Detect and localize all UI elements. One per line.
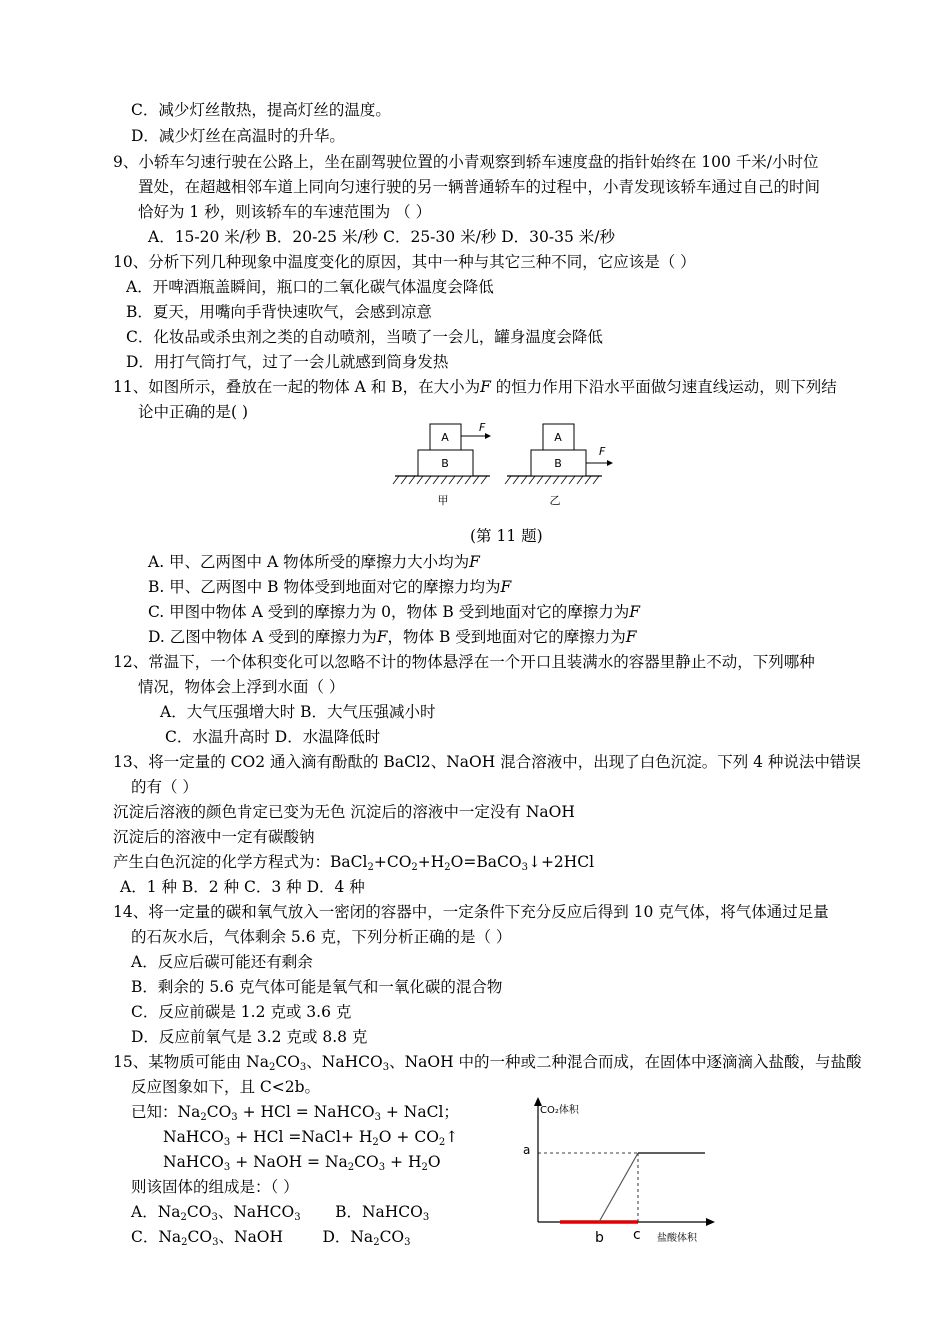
q10-stem: 10、分析下列几种现象中温度变化的原因，其中一种与其它三种不同，它应该是（ ） — [113, 253, 696, 271]
label-a: a — [523, 1143, 531, 1157]
q13-statement-1: 沉淀后溶液的颜色肯定已变为无色 沉淀后的溶液中一定没有 NaOH — [113, 803, 575, 821]
q9-stem-line1: 9、小轿车匀速行驶在公路上，坐在副驾驶位置的小青观察到轿车速度盘的指针始终在 100 千米/小时位 — [113, 153, 819, 171]
q14-option-c: C．反应前碳是 1.2 克或 3.6 克 — [131, 1003, 352, 1021]
q11-option-b: B. 甲、乙两图中 B 物体受到地面对它的摩擦力均为F — [148, 578, 512, 596]
q14-option-b: B．剩余的 5.6 克气体可能是氧气和一氧化碳的混合物 — [131, 978, 503, 996]
force-arrow — [607, 460, 613, 466]
q13-statement-2: 沉淀后的溶液中一定有碳酸钠 — [113, 828, 315, 846]
q14-stem-line2: 的石灰水后，气体剩余 5.6 克，下列分析正确的是（ ） — [131, 928, 512, 946]
label-b: b — [595, 1230, 604, 1246]
q11-option-a: A. 甲、乙两图中 A 物体所受的摩擦力大小均为F — [148, 553, 480, 571]
label-a: A — [554, 431, 562, 444]
q11-figure — [385, 418, 625, 513]
force-arrow — [485, 433, 491, 439]
q8-option-d: D．减少灯丝在高温时的升华。 — [131, 127, 345, 145]
q15-graph — [505, 1092, 725, 1252]
q14-stem-line1: 14、将一定量的碳和氧气放入一密闭的容器中，一定条件下充分反应后得到 10 克气体，将气体通过足量 — [113, 903, 829, 921]
q10-option-d: D．用打气筒打气，过了一会儿就感到筒身发热 — [126, 353, 449, 371]
q15-known-eq2: NaHCO$_3$ + HCl =NaCl+ $H_2O$ + $CO_2↑$ — [163, 1128, 459, 1148]
q11-caption: (第 11 题) — [470, 527, 543, 545]
q13-stem-line2: 的有（ ） — [131, 778, 198, 796]
q10-option-c: C．化妆品或杀虫剂之类的自动喷剂，当喷了一会儿，罐身温度会降低 — [126, 328, 603, 346]
label-jia: 甲 — [437, 494, 449, 507]
q11-stem-line2: 论中正确的是( ) — [138, 403, 249, 421]
q11-stem-line1: 11、如图所示，叠放在一起的物体 A 和 B，在大小为F 的恒力作用下沿水平面做匀速直线运动，则下列结 — [113, 378, 837, 396]
q9-stem-line2: 置处，在超越相邻车道上同向匀速行驶的另一辆普通轿车的过程中，小青发现该轿车通过自己的时间 — [138, 178, 821, 196]
label-b: B — [441, 457, 449, 470]
q14-option-a: A．反应后碳可能还有剩余 — [131, 953, 313, 971]
q15-stem-line2: 反应图象如下，且 C<2b。 — [131, 1078, 321, 1096]
q13-statement-3: 产生白色沉淀的化学方程式为：$BaCl_2+CO_2+H_2O=BaCO_3↓+2HCl$ — [113, 853, 595, 873]
rise-line — [599, 1153, 638, 1222]
x-label: 盐酸体积 — [657, 1233, 697, 1244]
q15-options-cd: C．$Na_2CO_3$、NaOH D．$Na_2CO_3$ — [131, 1228, 411, 1248]
q10-option-a: A．开啤酒瓶盖瞬间，瓶口的二氧化碳气体温度会降低 — [126, 278, 494, 296]
q12-stem-line1: 12、常温下，一个体积变化可以忽略不计的物体悬浮在一个开口且装满水的容器里静止不动，下列哪种 — [113, 653, 815, 671]
q15-stem-line1: 15、某物质可能由 $Na_2CO_3$、NaHCO$_3$、NaOH 中的一种或二种混合而成，在固体中逐滴滴入盐酸，与盐酸 — [113, 1053, 862, 1073]
q9-options: A．15-20 米/秒 B．20-25 米/秒 C．25-30 米/秒 D．30-35 米/秒 — [148, 228, 615, 246]
q12-options-cd: C．水温升高时 D．水温降低时 — [165, 728, 381, 746]
figure-yi — [505, 424, 613, 507]
label-a: A — [441, 431, 449, 444]
q8-option-c: C．减少灯丝散热，提高灯丝的温度。 — [131, 101, 391, 119]
label-yi: 乙 — [549, 494, 561, 507]
q15-known-eq1: 已知：$Na_2CO_3$ + HCl = NaHCO$_3$ + NaCl； — [131, 1103, 459, 1123]
label-f: F — [599, 445, 606, 458]
q14-option-d: D．反应前氧气是 3.2 克或 8.8 克 — [131, 1028, 368, 1046]
q11-option-d: D. 乙图中物体 A 受到的摩擦力为F，物体 B 受到地面对它的摩擦力为F — [148, 628, 637, 646]
q12-stem-line2: 情况，物体会上浮到水面（ ） — [138, 678, 345, 696]
x-axis-arrow — [706, 1218, 715, 1226]
q11-option-c: C. 甲图中物体 A 受到的摩擦力为 0，物体 B 受到地面对它的摩擦力为F — [148, 603, 641, 621]
label-f: F — [479, 421, 486, 434]
q9-stem-line3: 恰好为 1 秒，则该轿车的车速范围为 （ ） — [138, 203, 432, 221]
label-b: B — [554, 457, 562, 470]
q15-ask: 则该固体的组成是：（ ） — [131, 1178, 299, 1196]
figure-jia — [393, 421, 491, 507]
label-c: c — [633, 1227, 641, 1243]
q13-stem-line1: 13、将一定量的 CO2 通入滴有酚酞的 BaCl2、NaOH 混合溶液中，出现了白色沉淀。下列 4 种说法中错误 — [113, 753, 861, 771]
q10-option-b: B．夏天，用嘴向手背快速吹气，会感到凉意 — [126, 303, 432, 321]
q15-known-eq3: NaHCO$_3$ + NaOH = $Na_2CO_3 + H_2O$ — [163, 1153, 441, 1173]
q12-options-ab: A．大气压强增大时 B．大气压强减小时 — [160, 703, 436, 721]
q15-options-ab: A．$Na_2CO_3$、NaHCO$_3$ B．NaHCO$_3$ — [131, 1203, 430, 1223]
y-label: CO₂体积 — [540, 1105, 579, 1116]
q13-options: A．1 种 B．2 种 C．3 种 D．4 种 — [120, 878, 365, 896]
